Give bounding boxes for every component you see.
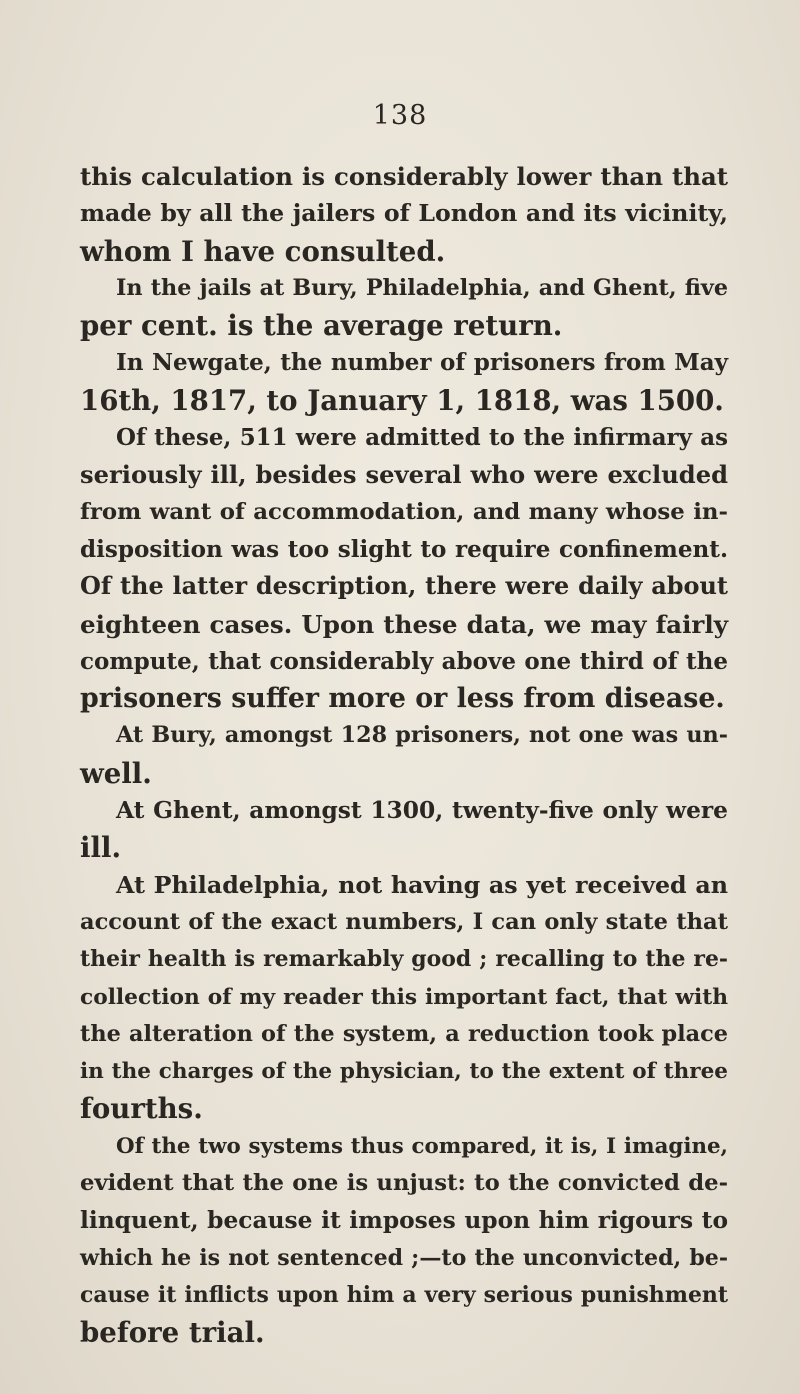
text-line: compute, that considerably above one third of the bbox=[80, 647, 728, 675]
text-line: eighteen cases. Upon these data, we may fairly bbox=[80, 609, 728, 639]
text-line: prisoners suffer more or less from disease. bbox=[80, 683, 725, 715]
text-line: disposition was too slight to require confinement. bbox=[80, 535, 728, 563]
text-line: evident that the one is unjust: to the convicted de- bbox=[80, 1170, 728, 1197]
text-line: this calculation is considerably lower than that bbox=[80, 162, 728, 191]
text-line: well. bbox=[80, 756, 152, 790]
text-line: Of the two systems thus compared, it is, I imagine, bbox=[116, 1133, 728, 1159]
text-line: made by all the jailers of London and its vicinity, bbox=[80, 199, 728, 228]
text-line: per cent. is the average return. bbox=[80, 309, 563, 343]
text-line: before trial. bbox=[80, 1316, 265, 1350]
text-line: whom I have consulted. bbox=[80, 234, 446, 268]
text-line: In the jails at Bury, Philadelphia, and Ghent, five bbox=[116, 274, 728, 301]
text-line: ill. bbox=[80, 831, 122, 865]
text-line: from want of accommodation, and many whose in- bbox=[80, 498, 728, 525]
page-number: 138 bbox=[372, 100, 428, 131]
text-line: Of these, 511 were admitted to the infirmary as bbox=[116, 424, 728, 452]
text-line: in the charges of the physician, to the extent of three bbox=[80, 1059, 728, 1085]
text-line: At Ghent, amongst 1300, twenty-five only were bbox=[116, 797, 728, 825]
text-line: In Newgate, the number of prisoners from May bbox=[116, 349, 728, 377]
text-line: fourths. bbox=[80, 1092, 203, 1126]
text-line: linquent, because it imposes upon him rigours to bbox=[80, 1207, 728, 1235]
text-line: their health is remarkably good ; recalling to the re- bbox=[80, 946, 728, 973]
body-text bbox=[80, 158, 728, 1352]
text-line: which he is not sentenced ;—to the unconvicted, be- bbox=[80, 1244, 728, 1271]
text-line: the alteration of the system, a reduction took place bbox=[80, 1020, 728, 1047]
text-line: cause it inflicts upon him a very serious punishment bbox=[80, 1281, 728, 1308]
text-line: collection of my reader this important fact, that with bbox=[80, 984, 728, 1010]
text-line: 16th, 1817, to January 1, 1818, was 1500. bbox=[80, 383, 724, 417]
text-line: account of the exact numbers, I can only state that bbox=[80, 908, 728, 935]
text-line: Of the latter description, there were daily about bbox=[80, 572, 728, 601]
text-line: At Philadelphia, not having as yet received an bbox=[116, 870, 728, 899]
text-line: seriously ill, besides several who were excluded bbox=[80, 460, 728, 490]
text-line: At Bury, amongst 128 prisoners, not one was un- bbox=[116, 722, 728, 749]
